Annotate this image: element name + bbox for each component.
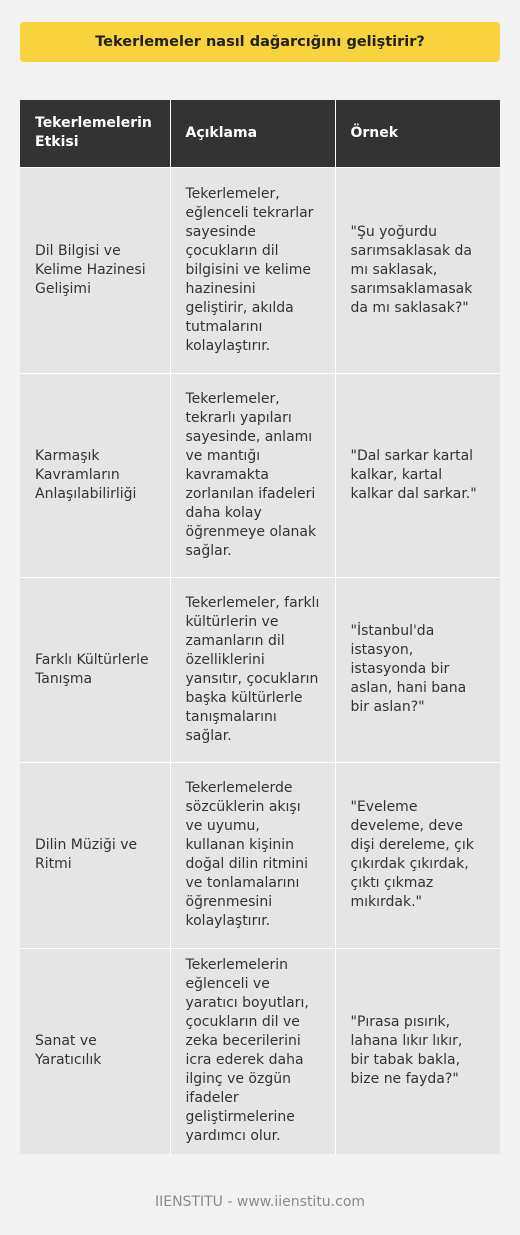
table-row — [20, 762, 500, 948]
effects-table — [20, 100, 500, 1154]
column-header-description: Açıklama — [170, 100, 335, 167]
description-cell: Tekerlemeler, tekrarlı yapıları sayesinde, anlamı ve mantığı kavramakta zorlanılan ifadeleri daha kolay öğrenmeye olanak sağlar. — [170, 373, 335, 577]
table-row — [20, 373, 500, 577]
description-cell: Tekerlemelerin eğlenceli ve yaratıcı boyutları, çocukların dil ve zeka becerilerini icra ederek daha ilginç ve özgün ifadeler geliştirmelerine yardımcı olur. — [170, 948, 335, 1154]
effect-cell: Farklı Kültürlerle Tanışma — [20, 577, 170, 762]
example-cell: "Pırasa pısırık, lahana lıkır lıkır, bir tabak bakla, bize ne fayda?" — [335, 948, 500, 1154]
table-row — [20, 948, 500, 1154]
table-row — [20, 167, 500, 373]
column-header-example: Örnek — [335, 100, 500, 167]
effect-cell: Dil Bilgisi ve Kelime Hazinesi Gelişimi — [20, 167, 170, 373]
effect-cell: Sanat ve Yaratıcılık — [20, 948, 170, 1154]
table-header-row — [20, 100, 500, 167]
effect-cell: Dilin Müziği ve Ritmi — [20, 762, 170, 948]
page-title: Tekerlemeler nasıl dağarcığını geliştirir? — [20, 22, 500, 62]
description-cell: Tekerlemelerde sözcüklerin akışı ve uyumu, kullanan kişinin doğal dilin ritmini ve tonlamalarını öğrenmesini kolaylaştırır. — [170, 762, 335, 948]
table-row — [20, 577, 500, 762]
example-cell: "Şu yoğurdu sarımsaklasak da mı saklasak, sarımsaklamasak da mı saklasak?" — [335, 167, 500, 373]
description-cell: Tekerlemeler, eğlenceli tekrarlar sayesinde çocukların dil bilgisini ve kelime hazinesini geliştirir, akılda tutmalarını kolaylaştırır. — [170, 167, 335, 373]
column-header-effect: Tekerlemelerin Etkisi — [20, 100, 170, 167]
example-cell: "Eveleme develeme, deve dişi dereleme, çık çıkırdak çıkırdak, çıktı çıkmaz mıkırdak." — [335, 762, 500, 948]
footer-credit: IIENSTITU - www.iienstitu.com — [154, 1194, 366, 1210]
example-cell: "İstanbul'da istasyon, istasyonda bir aslan, hani bana bir aslan?" — [335, 577, 500, 762]
effect-cell: Karmaşık Kavramların Anlaşılabilirliği — [20, 373, 170, 577]
example-cell: "Dal sarkar kartal kalkar, kartal kalkar dal sarkar." — [335, 373, 500, 577]
description-cell: Tekerlemeler, farklı kültürlerin ve zamanların dil özelliklerini yansıtır, çocukların başka kültürlerle tanışmalarını sağlar. — [170, 577, 335, 762]
